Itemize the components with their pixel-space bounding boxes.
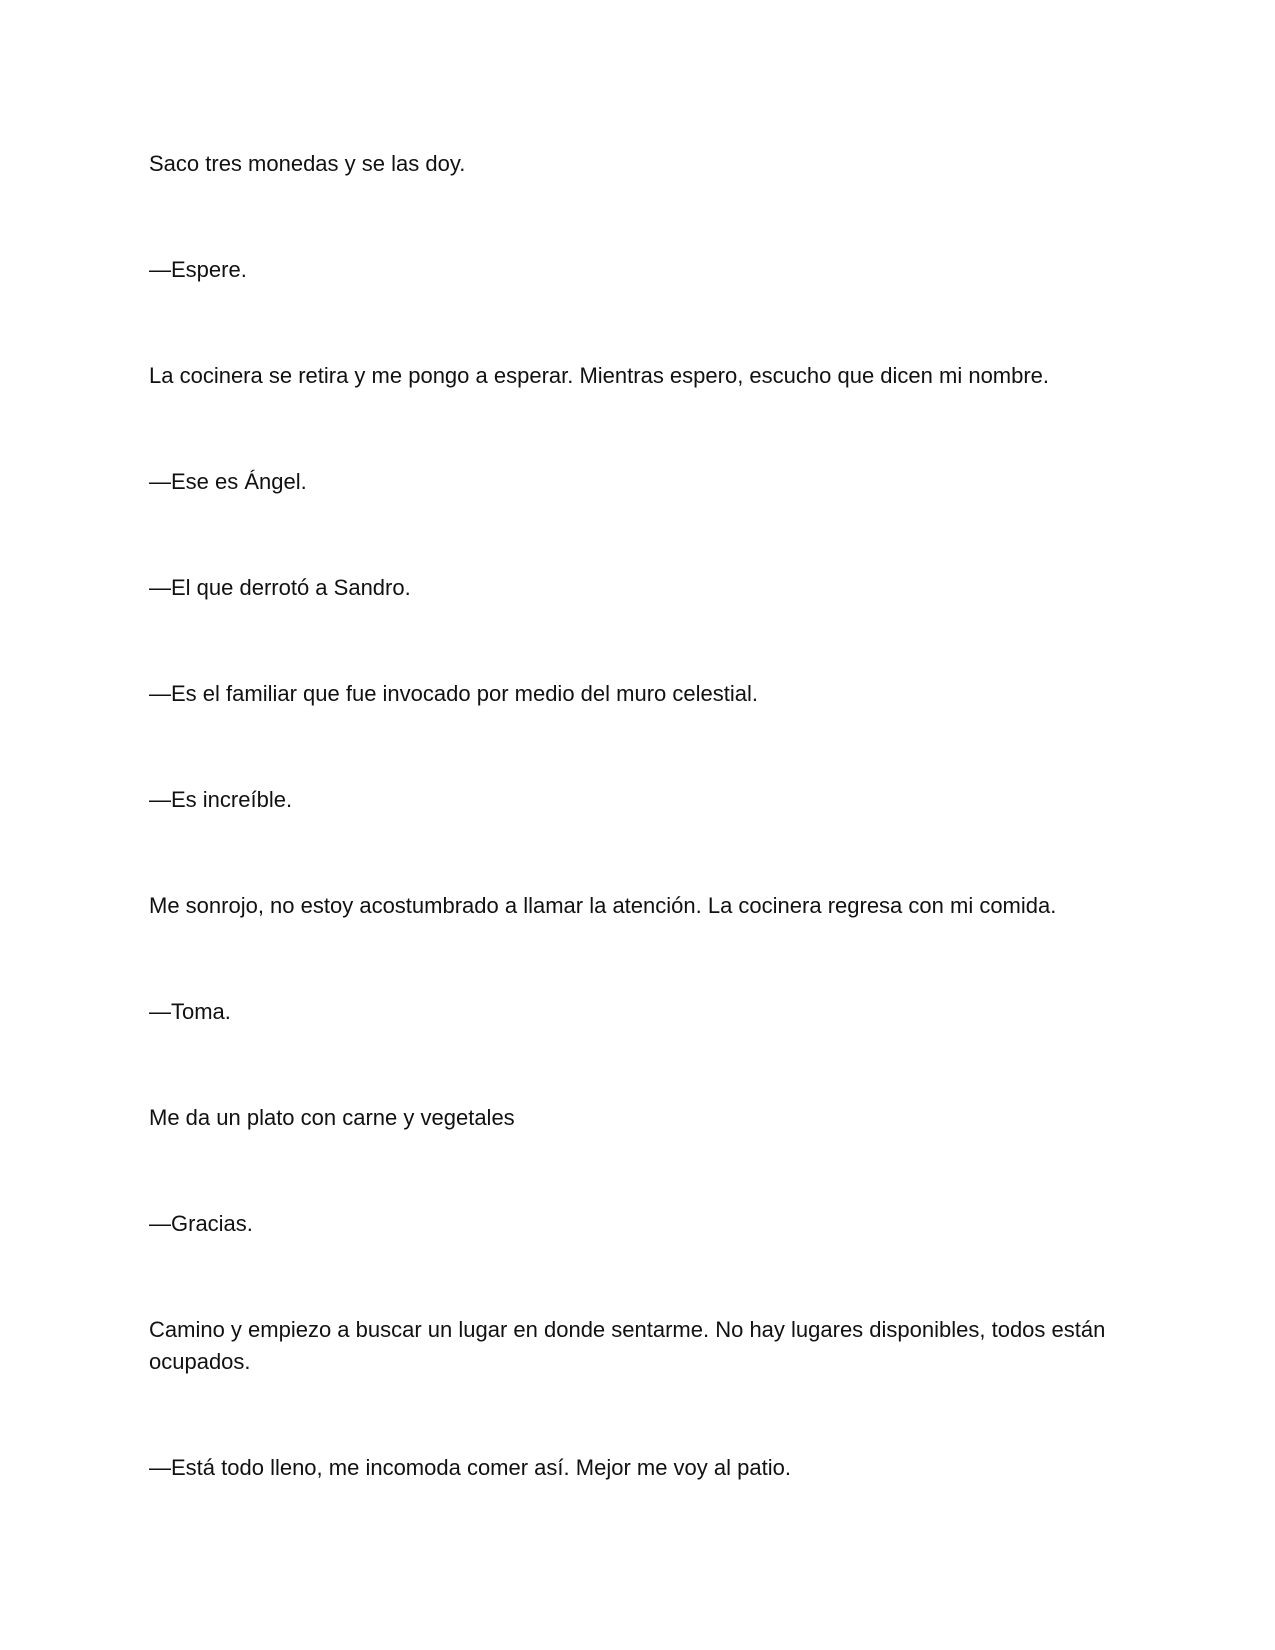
paragraph: —Espere. xyxy=(149,257,247,282)
text-body xyxy=(149,148,1109,1558)
paragraph: Saco tres monedas y se las doy. xyxy=(149,151,466,176)
paragraph: La cocinera se retira y me pongo a esperar. Mientras espero, escucho que dicen mi nombre. xyxy=(149,363,1050,388)
paragraph: —Ese es Ángel. xyxy=(149,469,307,494)
paragraph: —El que derrotó a Sandro. xyxy=(149,575,411,600)
paragraph: —Toma. xyxy=(149,999,231,1024)
paragraph: —Está todo lleno, me incomoda comer así. Mejor me voy al patio. xyxy=(149,1455,791,1480)
paragraph: —Es el familiar que fue invocado por medio del muro celestial. xyxy=(149,681,758,706)
paragraph: —Gracias. xyxy=(149,1211,253,1236)
paragraph: Me da un plato con carne y vegetales xyxy=(149,1105,515,1130)
paragraph: Camino y empiezo a buscar un lugar en donde sentarme. No hay lugares disponibles, todos están ocupados. xyxy=(149,1317,1106,1374)
paragraph: —Es increíble. xyxy=(149,787,293,812)
paragraph: Me sonrojo, no estoy acostumbrado a llamar la atención. La cocinera regresa con mi comida. xyxy=(149,893,1057,918)
